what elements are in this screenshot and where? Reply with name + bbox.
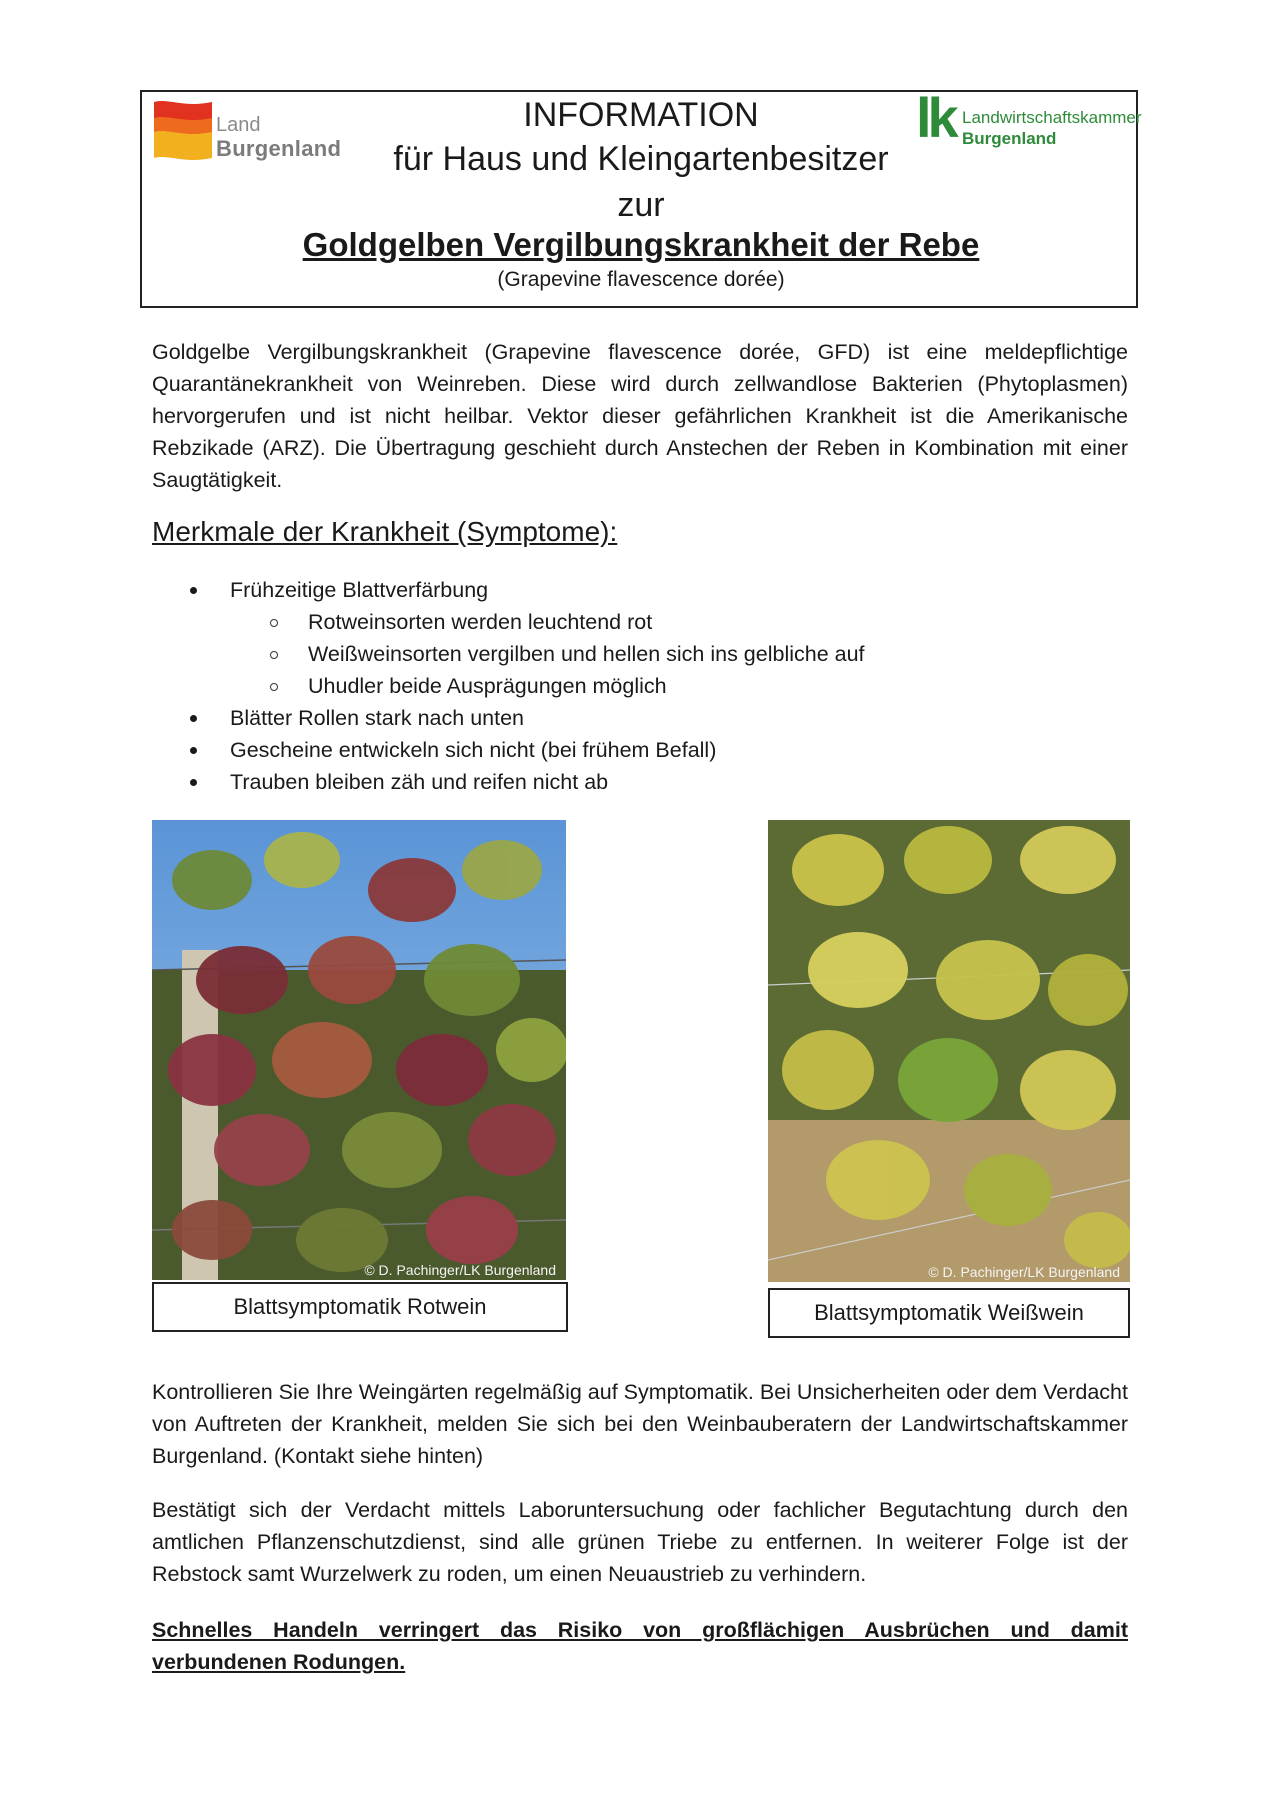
- list-item: [152, 734, 1128, 766]
- bullet-icon: [190, 779, 197, 786]
- symptoms-list: [152, 574, 1128, 798]
- red-vine-leaves-image: [152, 820, 566, 1280]
- header-line-information: INFORMATION: [523, 96, 759, 134]
- control-paragraph: Kontrollieren Sie Ihre Weingärten regelmäßig auf Symptomatik. Bei Unsicherheiten oder dem Verdacht von Auftreten der Krankheit, melden Sie sich bei den Weinbauberatern der Landwirtschaftskammer Burgenland. (Kontakt siehe hinten): [152, 1380, 1128, 1468]
- list-item-text: Frühzeitige Blattverfärbung: [230, 578, 489, 602]
- list-item: [152, 766, 1128, 798]
- red-wine-caption: Blattsymptomatik Rotwein: [152, 1282, 568, 1332]
- lk-logo-line2: Burgenland: [962, 129, 1057, 148]
- logo-land-word: Land: [216, 114, 261, 136]
- list-item-text: Trauben bleiben zäh und reifen nicht ab: [230, 770, 609, 794]
- header-box: [140, 86, 1142, 308]
- white-wine-caption: Blattsymptomatik Weißwein: [768, 1288, 1130, 1338]
- circle-bullet-icon: [270, 619, 278, 627]
- action-paragraph: Schnelles Handeln verringert das Risiko von großflächigen Ausbrüchen und damit verbundenen Rodungen.: [152, 1618, 1128, 1674]
- document-subtitle: (Grapevine flavescence dorée): [497, 268, 785, 291]
- header-line-audience: für Haus und Kleingartenbesitzer: [393, 140, 889, 178]
- symptoms-heading: Merkmale der Krankheit (Symptome):: [152, 516, 618, 547]
- sub-list-item: [152, 670, 1128, 702]
- white-wine-leaves-photo: [768, 820, 1130, 1282]
- header-line-zur: zur: [617, 186, 665, 224]
- list-item: [152, 702, 1128, 734]
- sub-list-item-text: Weißweinsorten vergilben und hellen sich ins gelbliche auf: [308, 642, 865, 666]
- list-item-text: Gescheine entwickeln sich nicht (bei frühem Befall): [230, 738, 717, 762]
- logo-burgenland-word: Burgenland: [216, 136, 342, 161]
- circle-bullet-icon: [270, 651, 278, 659]
- sub-list-item: [152, 638, 1128, 670]
- bullet-icon: [190, 747, 197, 754]
- photo-credit: © D. Pachinger/LK Burgenland: [928, 1264, 1120, 1280]
- circle-bullet-icon: [270, 683, 278, 691]
- confirmation-paragraph: Bestätigt sich der Verdacht mittels Laboruntersuchung oder fachlicher Begutachtung durch den amtlichen Pflanzenschutzdienst, sind alle grünen Triebe zu entfernen. In weiterer Folge ist der Rebstock samt Wurzelwerk zu roden, um einen Neuaustrieb zu verhindern.: [152, 1498, 1128, 1586]
- list-item-text: Blätter Rollen stark nach unten: [230, 706, 524, 730]
- lk-logo-line1: Landwirtschaftskammer: [962, 108, 1142, 127]
- intro-paragraph: Goldgelbe Vergilbungskrankheit (Grapevine flavescence dorée, GFD) ist eine meldepflichtige Quarantänekrankheit von Weinreben. Diese wird durch zellwandlose Bakterien (Phytoplasmen) hervorgerufen und ist nicht heilbar. Vektor dieser gefährlichen Krankheit ist die Amerikanische Rebzikade (ARZ). Die Übertragung geschieht durch Anstechen der Reben in Kombination mit einer Saugtätigkeit.: [152, 340, 1128, 492]
- sub-list-item-text: Uhudler beide Ausprägungen möglich: [308, 674, 667, 698]
- document-title: Goldgelben Vergilbungskrankheit der Rebe: [302, 226, 980, 263]
- yellow-vine-leaves-image: [768, 820, 1130, 1282]
- list-item: [152, 574, 1128, 606]
- sub-list-item-text: Rotweinsorten werden leuchtend rot: [308, 610, 653, 634]
- sub-list-item: [152, 606, 1128, 638]
- bullet-icon: [190, 587, 197, 594]
- lk-logo-mark: lk: [916, 86, 955, 149]
- red-wine-leaves-photo: [152, 820, 566, 1280]
- photo-credit: © D. Pachinger/LK Burgenland: [364, 1262, 556, 1278]
- bullet-icon: [190, 715, 197, 722]
